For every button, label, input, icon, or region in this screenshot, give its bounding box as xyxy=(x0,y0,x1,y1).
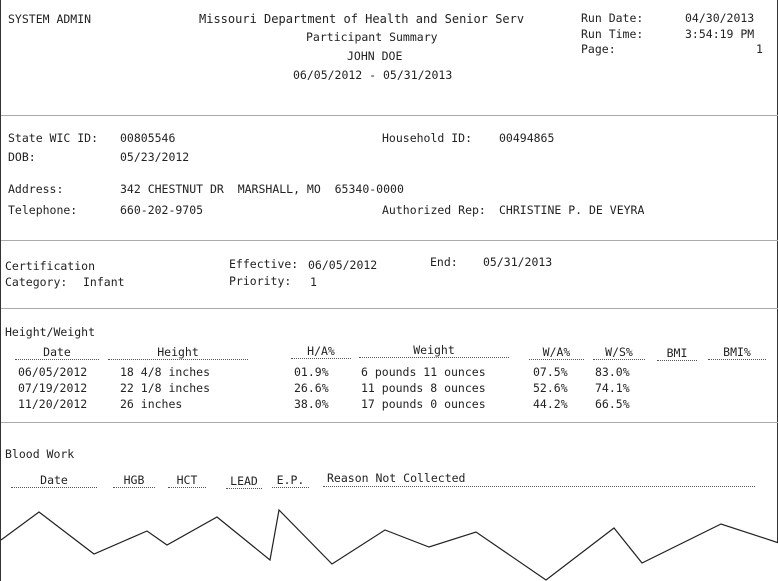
table-row-date: 07/19/2012 xyxy=(18,381,88,395)
effective-label: Effective: xyxy=(229,257,299,271)
authorized-rep-label: Authorized Rep: xyxy=(382,203,486,217)
certification-label: Certification xyxy=(5,259,96,273)
table-row-ha: 01.9% xyxy=(294,365,329,379)
table-row-weight: 6 pounds 11 ounces xyxy=(361,365,486,379)
dob-label: DOB: xyxy=(8,150,36,164)
table-row-ws: 74.1% xyxy=(595,381,630,395)
column-header-wa: W/A% xyxy=(529,345,584,360)
run-date-label: Run Date: xyxy=(581,11,644,25)
run-time: 3:54:19 PM xyxy=(685,27,755,41)
household-id-label: Household ID: xyxy=(382,131,473,145)
priority: 1 xyxy=(310,275,317,289)
column-header-ha: H/A% xyxy=(291,344,351,359)
blood-work-title: Blood Work xyxy=(5,447,75,461)
table-row-ha: 38.0% xyxy=(294,397,329,411)
address: 342 CHESTNUT DR MARSHALL, MO 65340-0000 xyxy=(120,182,404,196)
divider xyxy=(1,422,778,423)
run-date: 04/30/2013 xyxy=(685,11,755,25)
reason-underline xyxy=(323,486,755,487)
effective-date: 06/05/2012 xyxy=(308,258,378,272)
telephone-label: Telephone: xyxy=(8,203,78,217)
participant-name: JOHN DOE xyxy=(347,49,403,63)
priority-label: Priority: xyxy=(229,274,292,288)
report-title: Participant Summary xyxy=(306,30,438,44)
end-label: End: xyxy=(430,255,458,269)
table-row-height: 26 inches xyxy=(120,397,183,411)
page-label: Page: xyxy=(581,42,616,56)
divider xyxy=(1,240,778,241)
column-header-bmi: BMI xyxy=(657,346,697,361)
column-header-weight: Weight xyxy=(359,343,509,358)
column-header-ws: W/S% xyxy=(593,345,645,360)
blood-column-hgb: HGB xyxy=(113,473,155,488)
table-row-ws: 66.5% xyxy=(595,397,630,411)
table-row-date: 11/20/2012 xyxy=(18,397,88,411)
blood-column-hct: HCT xyxy=(168,473,206,488)
page-number: 1 xyxy=(756,42,763,56)
telephone: 660-202-9705 xyxy=(120,203,204,217)
address-label: Address: xyxy=(8,182,64,196)
height-weight-title: Height/Weight xyxy=(5,325,96,339)
table-row-height: 22 1/8 inches xyxy=(120,381,211,395)
table-row-date: 06/05/2012 xyxy=(18,365,88,379)
divider xyxy=(1,115,778,116)
authorized-rep: CHRISTINE P. DE VEYRA xyxy=(499,203,645,217)
agency-name: Missouri Department of Health and Senior Serv xyxy=(199,12,525,26)
column-header-height: Height xyxy=(108,345,248,360)
blood-column-lead: LEAD xyxy=(226,474,262,489)
torn-edge xyxy=(1,500,778,581)
column-header-bmi-pct: BMI% xyxy=(708,345,766,360)
dob: 05/23/2012 xyxy=(120,150,190,164)
category: Infant xyxy=(83,275,125,289)
state-wic-id: 00805546 xyxy=(120,131,176,145)
divider xyxy=(1,308,778,309)
table-row-wa: 07.5% xyxy=(533,365,568,379)
blood-column-reason: Reason Not Collected xyxy=(327,471,466,485)
column-header-date: Date xyxy=(15,345,99,360)
report-period: 06/05/2012 - 05/31/2013 xyxy=(293,68,453,82)
table-row-ws: 83.0% xyxy=(595,365,630,379)
table-row-height: 18 4/8 inches xyxy=(120,365,211,379)
blood-column-date: Date xyxy=(11,473,97,488)
table-row-wa: 44.2% xyxy=(533,397,568,411)
blood-column-ep: E.P. xyxy=(272,473,309,488)
system-user: SYSTEM ADMIN xyxy=(8,12,92,26)
end-date: 05/31/2013 xyxy=(483,255,553,269)
table-row-weight: 11 pounds 8 ounces xyxy=(361,381,486,395)
table-row-ha: 26.6% xyxy=(294,381,329,395)
run-time-label: Run Time: xyxy=(581,27,644,41)
table-row-wa: 52.6% xyxy=(533,381,568,395)
state-wic-id-label: State WIC ID: xyxy=(8,131,99,145)
household-id: 00494865 xyxy=(499,131,555,145)
category-label: Category: xyxy=(5,275,68,289)
table-row-weight: 17 pounds 0 ounces xyxy=(361,397,486,411)
